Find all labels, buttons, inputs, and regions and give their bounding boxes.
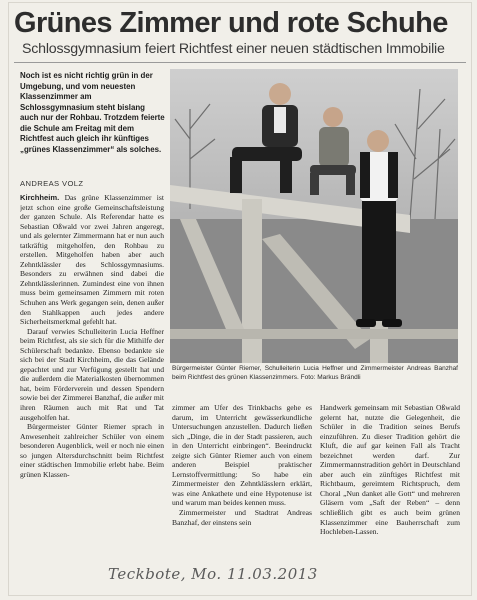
- article-column-2: [172, 403, 312, 561]
- divider: [14, 62, 466, 63]
- paragraph: zimmer am Ufer des Trinkbachs gehe es darum, im Unterricht gewässerkundliche Untersuchungen anzustellen. Dadurch ließen sich „Dinge, die in der Stadt passieren, auch in den Unterricht einbringen“. Beeindruckt zeigte sich Günter Riemer auch von einem anderen Beispiel praktischer Lernstoffvermittlung: So habe ein Zimmermeister den Zehntklässlern erklärt, was eine Ankathete und eine Hypotenuse ist und warum man beides kennen muss.: [172, 403, 312, 508]
- article-subheadline: Schlossgymnasium feiert Richtfest einer neuen städtischen Immobilie: [22, 41, 445, 57]
- article-lead: Noch ist es nicht richtig grün in der Umgebung, und vom neuesten Klassenzimmer am Schlossgymnasium steht bislang auch nur der Rohbau. Trotzdem feierte die Schule am Freitag mit dem Richtfest auch gleich ihr künftiges „grünes Klassenzimmer“ als solches.: [20, 71, 165, 154]
- article-headline: Grünes Zimmer und rote Schuhe: [14, 7, 448, 39]
- article-column-1: [20, 193, 164, 561]
- photo-credit: Foto: Markus Brändli: [300, 373, 361, 381]
- article-column-3: [320, 403, 460, 561]
- article-author: ANDREAS VOLZ: [20, 179, 84, 188]
- paragraph: Bürgermeister Günter Riemer sprach in Anwesenheit zahlreicher Schüler von einem besonderen Augenblick, weil er noch nie einen so jungen Altersdurchschnitt beim Richtfest einer städtischen Immobilie erlebt habe. Beim grünen Klassen-: [20, 422, 164, 479]
- paragraph: Zimmermeister und Stadtrat Andreas Banzhaf, der einstens sein: [172, 508, 312, 527]
- dateline: Kirchheim.: [20, 193, 60, 202]
- paragraph-text: Das grüne Klassenzimmer ist jetzt schon eine große Gemeinschaftsleistung der ganzen Schule. Als Referendar hatte es Sebastian Oßwald vor zwei Jahren angeregt, und als gelernter Zimmermann hat er nun auch tatkräftig mitgeholfen, den Rohbau zu erstellen. Mitgeholfen haben aber auch Zehntklässler des Schlossgymnasiums. Besonders zu erwähnen sind dabei die Zehntklässlerinnen. Zumindest eine von ihnen muss beim gemeinsamen Zimmern mit roten Schuhen ans Werk gegangen sein, denen außer den Stahlkappen auch jedes andere Sicherheitsmerkmal gefehlt hat.: [20, 193, 164, 327]
- photo-caption: [172, 365, 458, 382]
- caption-text: Bürgermeister Günter Riemer, Schulleiterin Lucia Heffner und Zimmermeister Andreas Banzhaf beim Richtfest des grünen Klassenzimmers.: [172, 365, 458, 381]
- paragraph: [20, 193, 164, 327]
- article-photo: [170, 69, 458, 363]
- handwritten-source-note: Teckbote, Mo. 11.03.2013: [108, 565, 318, 583]
- photo-richtfest: [170, 69, 458, 363]
- paragraph: Handwerk gemeinsam mit Sebastian Oßwald gelernt hat, nutzte die Gelegenheit, die Schüler in die Tradition seines Berufs einzuführen. Zu dieser Tradition gehört die Kluft, die auf gar keinen Fall als Tracht bezeichnet werden darf. Zur Zimmermannstradition gehört in Deutschland aber auch ein zünftiges Richtfest mit Richtbaum, gereimtem Richtspruch, dem Choral „Nun danket alle Gott“ und mehreren Gläsern vom „Saft der Reben“ – denn schließlich gibt es auch beim grünen Klassenzimmer eine Bauherrschaft zum Hochleben-Lassen.: [320, 403, 460, 537]
- paragraph: Darauf verwies Schulleiterin Lucia Heffner beim Richtfest, als sie sich für die Mithilfe der Schülerschaft bedankte. Ebenso bedankte sie sich bei der Stadt Kirchheim, die das Gelände gepachtet und zur Verfügung gestellt hat und die außerdem die Materialkosten übernommen hat, beim Förderverein und dessen Spendern sowie bei der Zimmerei Banzhaf, die außer mit ihren Räumen auch mit Rat und Tat ausgeholfen hat.: [20, 326, 164, 422]
